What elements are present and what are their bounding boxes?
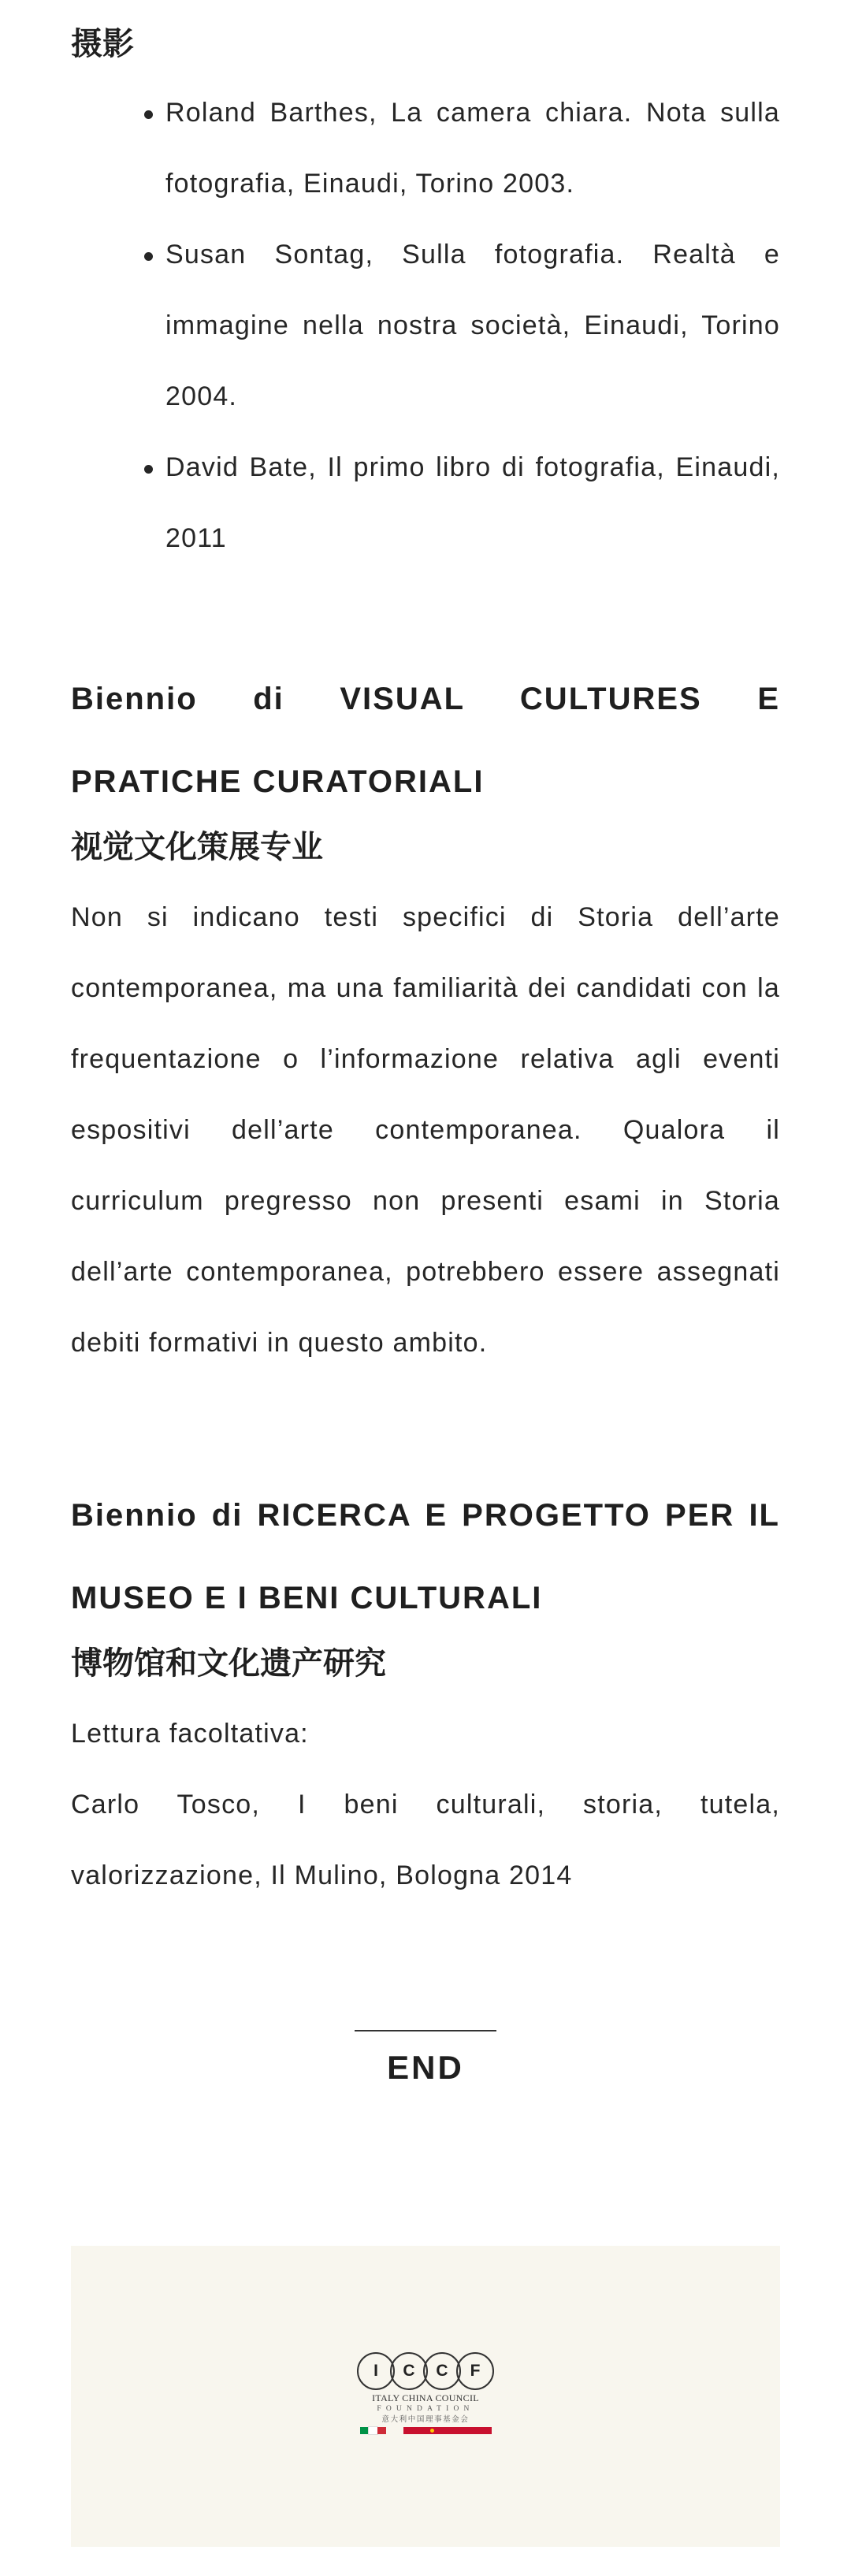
list-item: Roland Barthes, La camera chiara. Nota sulla fotografia, Einaudi, Torino 2003.: [165, 77, 780, 219]
section-intro-museum: Lettura facoltativa:: [71, 1719, 309, 1749]
list-item: Susan Sontag, Sulla fotografia. Realtà e immagine nella nostra società, Einaudi, Torino 2004.: [165, 219, 780, 432]
section-title-photography: 摄影: [71, 26, 134, 62]
logo-line-foundation: FOUNDATION: [377, 2405, 474, 2413]
logo-circles: [356, 2352, 495, 2390]
logo-circle-c2: C: [423, 2352, 461, 2390]
end-label-wrap: [376, 2049, 475, 2087]
italy-flag-green: [360, 2427, 369, 2434]
logo-flags: [356, 2427, 495, 2434]
end-label: END: [387, 2049, 464, 2086]
reference-list: [71, 77, 780, 574]
end-divider: [355, 2030, 496, 2031]
china-flag-icon: [403, 2427, 492, 2434]
section-subtitle-museum: 博物馆和文化遗产研究: [71, 1645, 386, 1682]
logo-circle-i: I: [357, 2352, 395, 2390]
section-title-visual-cultures: Biennio di VISUAL CULTURES E PRATICHE CURATORIALI: [71, 682, 780, 799]
section-title-museum: Biennio di RICERCA E PROGETTO PER IL MUSEO E I BENI CULTURALI: [71, 1498, 780, 1615]
end-marker: [0, 2030, 851, 2087]
section-visual-cultures: [71, 658, 780, 1378]
list-item: David Bate, Il primo libro di fotografia, Einaudi, 2011: [165, 432, 780, 574]
section-photography: [71, 20, 780, 574]
iccf-logo: [356, 2352, 495, 2434]
italy-flag-red: [377, 2427, 386, 2434]
logo-line-chinese: 意大利中国理事基金会: [381, 2415, 470, 2424]
section-museum: [71, 1474, 780, 1911]
section-body-visual-cultures: Non si indicano testi specifici di Storia dell’arte contemporanea, ma una familiarità dei candidati con la frequentazione o l’informazione relativa agli eventi espositivi dell’arte contemporanea. Qualora il curriculum pregresso non presenti esami in Storia dell’arte contemporanea, potrebbero essere assegnati debiti formativi in questo ambito.: [71, 902, 780, 1358]
italy-flag-white: [369, 2427, 377, 2434]
footer-logo-card: [71, 2246, 780, 2547]
china-flag-star: [430, 2429, 434, 2433]
italy-flag-icon: [360, 2427, 386, 2434]
logo-circle-f: F: [456, 2352, 494, 2390]
section-body-museum: Carlo Tosco, I beni culturali, storia, tutela, valorizzazione, Il Mulino, Bologna 2014: [71, 1790, 780, 1890]
section-subtitle-visual-cultures: 视觉文化策展专业: [71, 829, 323, 865]
logo-circle-c1: C: [390, 2352, 428, 2390]
logo-line-council: ITALY CHINA COUNCIL: [372, 2392, 479, 2403]
